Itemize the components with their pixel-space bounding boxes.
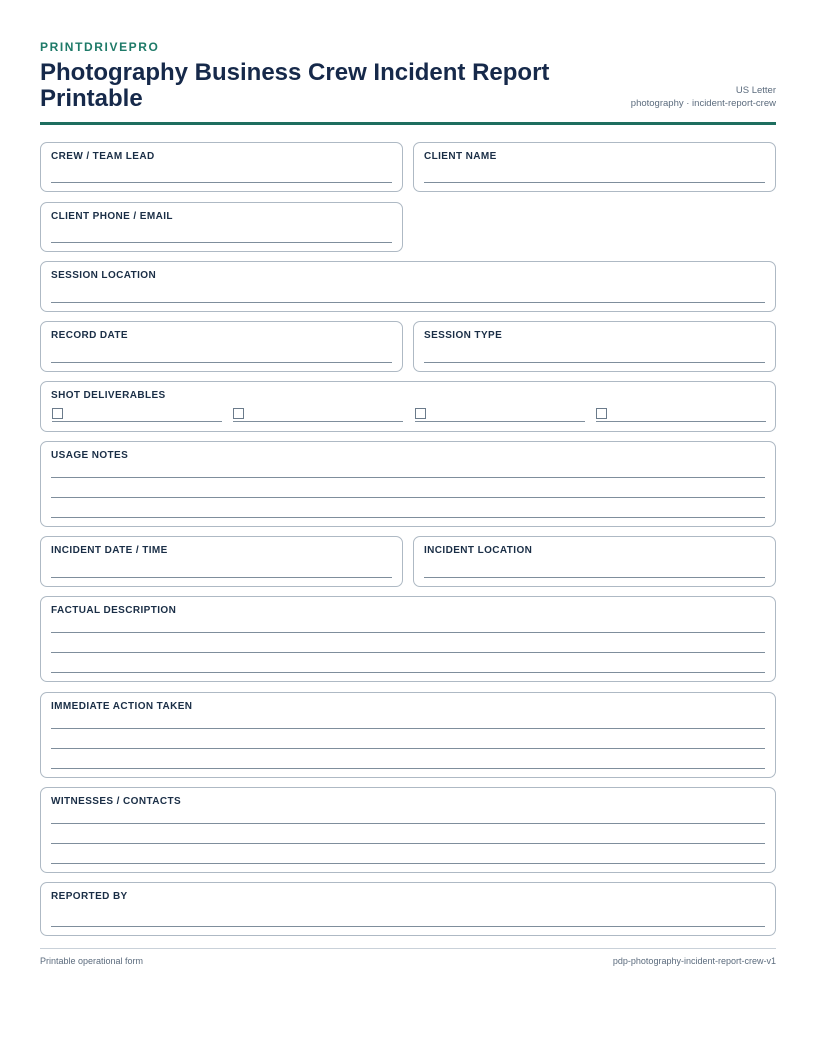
- field-label: INCIDENT DATE / TIME: [51, 545, 168, 556]
- client-phone-email-field: [40, 202, 403, 252]
- incident-location-input-line[interactable]: [424, 577, 765, 578]
- deliverable-input-line[interactable]: [233, 421, 403, 422]
- deliverable-option-3: [415, 408, 585, 424]
- field-label: CLIENT NAME: [424, 151, 497, 162]
- client-name-input-line[interactable]: [424, 182, 765, 183]
- field-label: WITNESSES / CONTACTS: [51, 796, 182, 807]
- session-location-field: [40, 261, 776, 312]
- page-title: Photography Business Crew Incident Report Printable: [40, 59, 550, 112]
- incident-location-field: [413, 536, 776, 587]
- factual-description-line-3[interactable]: [51, 672, 765, 673]
- witnesses-contacts-line-1[interactable]: [51, 823, 765, 824]
- field-label: SHOT DELIVERABLES: [51, 390, 166, 401]
- session-location-input-line[interactable]: [51, 302, 765, 303]
- immediate-action-line-2[interactable]: [51, 748, 765, 749]
- brand-name: PRINTDRIVEPRO: [40, 40, 160, 54]
- record-date-field: [40, 321, 403, 372]
- field-label: RECORD DATE: [51, 330, 128, 341]
- usage-notes-line-2[interactable]: [51, 497, 765, 498]
- field-label: USAGE NOTES: [51, 450, 129, 461]
- footer-divider: [40, 948, 776, 949]
- factual-description-line-1[interactable]: [51, 632, 765, 633]
- header-divider: [40, 122, 776, 125]
- immediate-action-line-1[interactable]: [51, 728, 765, 729]
- usage-notes-line-1[interactable]: [51, 477, 765, 478]
- witnesses-contacts-field: [40, 787, 776, 873]
- session-type-field: [413, 321, 776, 372]
- session-type-input-line[interactable]: [424, 362, 765, 363]
- field-label: INCIDENT LOCATION: [424, 545, 533, 556]
- crew-team-lead-input-line[interactable]: [51, 182, 392, 183]
- paper-size: US Letter: [735, 85, 776, 96]
- incident-date-time-field: [40, 536, 403, 587]
- field-label: SESSION LOCATION: [51, 270, 157, 281]
- shot-deliverables-field: [40, 381, 776, 432]
- usage-notes-line-3[interactable]: [51, 517, 765, 518]
- header: [40, 54, 776, 122]
- usage-notes-field: [40, 441, 776, 527]
- deliverable-option-2: [233, 408, 403, 424]
- checkbox[interactable]: [52, 408, 63, 419]
- immediate-action-line-3[interactable]: [51, 768, 765, 769]
- field-label: IMMEDIATE ACTION TAKEN: [51, 701, 193, 712]
- client-phone-email-input-line[interactable]: [51, 242, 392, 243]
- document-tags: photography · incident-report-crew: [630, 98, 776, 109]
- field-label: CREW / TEAM LEAD: [51, 151, 155, 162]
- field-label: CLIENT PHONE / EMAIL: [51, 211, 173, 222]
- crew-team-lead-field: [40, 142, 403, 192]
- witnesses-contacts-line-3[interactable]: [51, 863, 765, 864]
- document-meta: [631, 84, 776, 110]
- checkbox[interactable]: [415, 408, 426, 419]
- reported-by-field: [40, 882, 776, 936]
- footer-form-type: Printable operational form: [40, 956, 144, 966]
- immediate-action-field: [40, 692, 776, 778]
- field-label: SESSION TYPE: [424, 330, 503, 341]
- factual-description-field: [40, 596, 776, 682]
- form-page: [40, 40, 776, 122]
- field-label: FACTUAL DESCRIPTION: [51, 605, 177, 616]
- reported-by-input-line[interactable]: [51, 926, 765, 927]
- record-date-input-line[interactable]: [51, 362, 392, 363]
- footer-form-id: pdp-photography-incident-report-crew-v1: [612, 956, 776, 966]
- witnesses-contacts-line-2[interactable]: [51, 843, 765, 844]
- deliverable-option-1: [52, 408, 222, 424]
- client-name-field: [413, 142, 776, 192]
- deliverable-input-line[interactable]: [415, 421, 585, 422]
- deliverable-input-line[interactable]: [596, 421, 766, 422]
- incident-date-time-input-line[interactable]: [51, 577, 392, 578]
- field-label: REPORTED BY: [51, 891, 128, 902]
- checkbox[interactable]: [596, 408, 607, 419]
- deliverable-option-4: [596, 408, 766, 424]
- deliverable-input-line[interactable]: [52, 421, 222, 422]
- factual-description-line-2[interactable]: [51, 652, 765, 653]
- checkbox[interactable]: [233, 408, 244, 419]
